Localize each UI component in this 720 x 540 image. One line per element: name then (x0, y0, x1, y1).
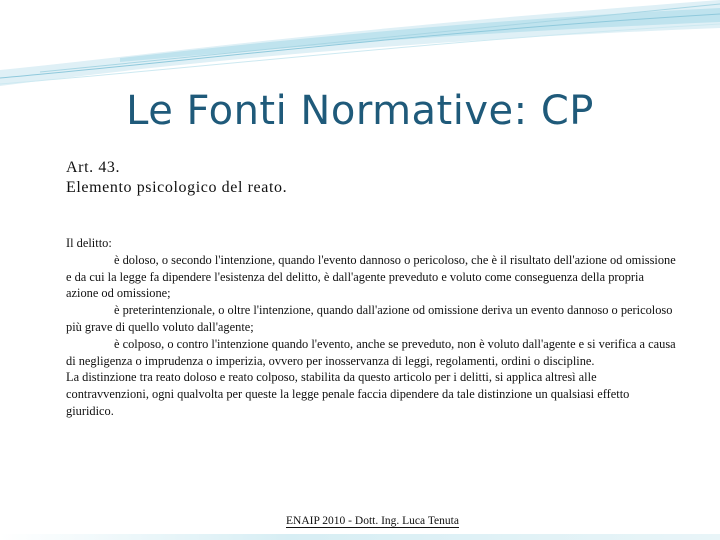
bottom-edge-decoration (0, 534, 720, 540)
body-paragraph-preterintenzionale: è preterintenzionale, o oltre l'intenzione, quando dall'azione od omissione deriva un evento dannoso o pericoloso più grave di quello voluto dall'agente; (66, 303, 673, 334)
body-paragraph-colposo: è colposo, o contro l'intenzione quando l'evento, anche se preveduto, non è voluto dall'agente e si verifica a causa di negligenza o imprudenza o imperizia, ovvero per inosservanza di leggi, regolamenti, ordini o discipline. (66, 336, 676, 368)
body-intro: Il delitto: (66, 236, 112, 250)
article-body (66, 235, 678, 420)
body-paragraph-distinzione: La distinzione tra reato doloso e reato colposo, stabilita da questo articolo per i delitti, si applica altresì alle contravvenzioni, ogni qualvolta per queste la legge penale faccia dipendere da tale distinzione un qualsiasi effetto giuridico. (66, 370, 630, 418)
wave-line-2 (40, 4, 720, 72)
body-paragraph-doloso: è doloso, o secondo l'intenzione, quando l'evento dannoso o pericoloso, che è il risultato dell'azione od omissione e da cui la legge fa dipendere l'esistenza del delitto, è dall'agente preveduto e voluto come conseguenza della propria azione od omissione; (66, 252, 676, 301)
article-number: Art. 43. (66, 159, 121, 176)
article-subject: Elemento psicologico del reato. (66, 179, 288, 196)
slide-footer: ENAIP 2010 - Dott. Ing. Luca Tenuta (286, 515, 459, 527)
wave-band-inner (120, 8, 720, 62)
article-heading (66, 158, 666, 198)
wave-band (0, 0, 720, 86)
slide-title: Le Fonti Normative: CP (126, 88, 594, 134)
